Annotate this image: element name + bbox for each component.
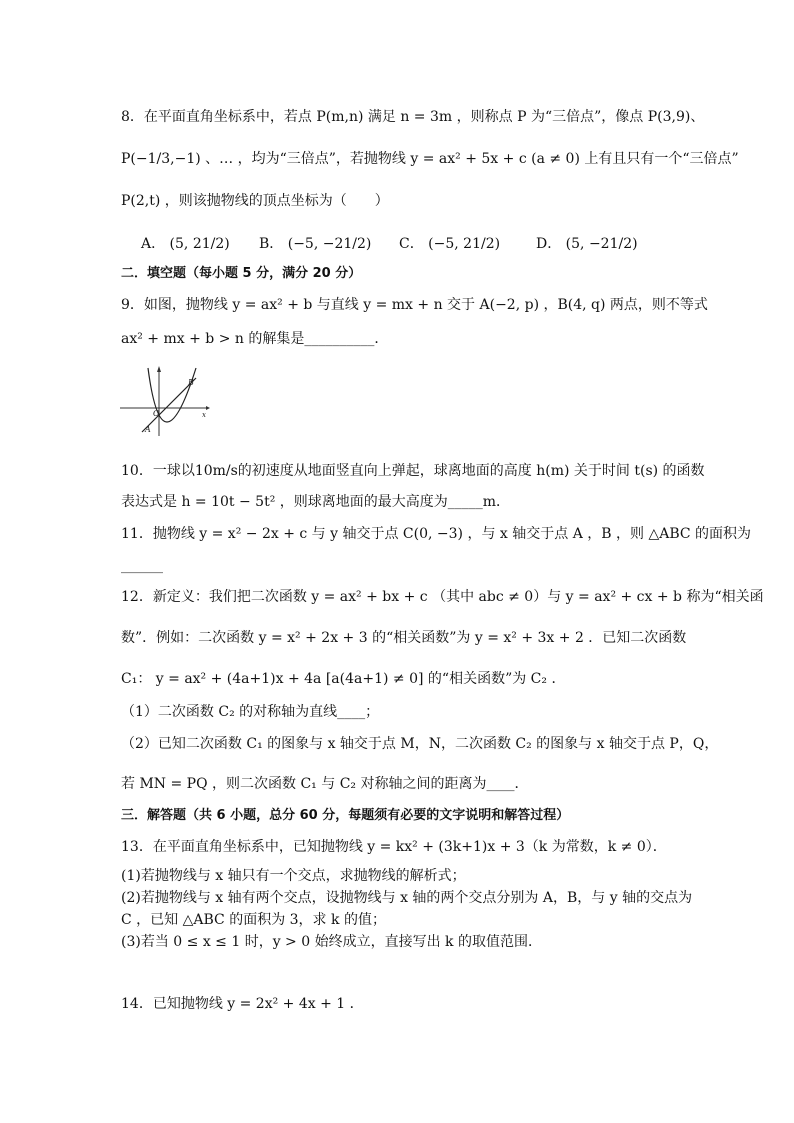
- label-a: A: [145, 425, 151, 434]
- q9-line2: ax² + mx + b > n 的解集是__________．: [121, 331, 389, 347]
- q12-line2: 数”．例如：二次函数 y = x² + 2x + 3 的“相关函数”为 y = x² + 3x + 2 ．已知二次函数: [121, 630, 687, 646]
- q12-line6: 若 MN = PQ ，则二次函数 C₁ 与 C₂ 对称轴之间的距离为____．: [121, 776, 529, 792]
- q11-line2: ______: [121, 558, 163, 574]
- q8-option-a: A． (5, 21/2): [141, 236, 230, 252]
- section-2-heading: 二．填空题（每小题 5 分，满分 20 分）: [121, 266, 362, 281]
- y-axis-arrow: [157, 366, 161, 372]
- q12-line3: C₁： y = ax² + (4a+1)x + 4a [a(4a+1) ≠ 0] 的“相关函数”为 C₂ ．: [121, 671, 566, 687]
- q13-line4: C ，已知 △ABC 的面积为 3，求 k 的值；: [121, 912, 386, 928]
- label-o: O: [153, 409, 160, 418]
- q13-line5: (3)若当 0 ≤ x ≤ 1 时，y > 0 始终成立，直接写出 k 的取值范围．: [121, 934, 542, 950]
- q12-line5: （2）已知二次函数 C₁ 的图象与 x 轴交于点 M，N，二次函数 C₂ 的图象与 x 轴交于点 P，Q，: [121, 736, 719, 752]
- q10-line1: 10．一球以10m/s的初速度从地面竖直向上弹起，球离地面的高度 h(m) 关于时间 t(s) 的函数: [121, 463, 705, 479]
- q13-line2: (1)若抛物线与 x 轴只有一个交点，求抛物线的解析式；: [121, 868, 466, 884]
- section-3-heading: 三．解答题（共 6 小题，总分 60 分，每题须有必要的文字说明和解答过程）: [121, 808, 570, 823]
- q8-line1: 8．在平面直角坐标系中，若点 P(m,n) 满足 n = 3m ，则称点 P 为“三倍点”，像点 P(3,9)、: [121, 109, 705, 125]
- q12-line4: （1）二次函数 C₂ 的对称轴为直线____；: [121, 704, 380, 720]
- q13-line1: 13．在平面直角坐标系中，已知抛物线 y = kx² + (3k+1)x + 3（k 为常数，k ≠ 0）．: [121, 839, 667, 855]
- q8-option-c: C． (−5, 21/2): [399, 236, 501, 252]
- q14-line1: 14．已知抛物线 y = 2x² + 4x + 1 ．: [121, 996, 364, 1012]
- q13-line3: (2)若抛物线与 x 轴有两个交点，设抛物线与 x 轴的两个交点分别为 A，B，与 y 轴的交点为: [121, 890, 693, 906]
- q11-line1: 11．抛物线 y = x² − 2x + c 与 y 轴交于点 C(0, −3) ，与 x 轴交于点 A ，B ，则 △ABC 的面积为: [121, 526, 752, 542]
- label-x: x: [202, 411, 206, 419]
- q8-option-b: B． (−5, −21/2): [259, 236, 372, 252]
- q10-line2: 表达式是 h = 10t − 5t² ，则球离地面的最大高度为_____m．: [121, 494, 511, 510]
- q8-line3: P(2,t) ，则该抛物线的顶点坐标为（ ）: [121, 193, 389, 209]
- x-axis-arrow: [206, 406, 210, 410]
- q8-option-d: D． (5, −21/2): [536, 236, 638, 252]
- label-b: B: [188, 378, 194, 387]
- q9-figure: [118, 366, 210, 438]
- q8-line2: P(−1/3,−1) 、… ，均为“三倍点”，若抛物线 y = ax² + 5x + c (a ≠ 0) 上有且只有一个“三倍点”: [121, 151, 739, 167]
- q9-line1: 9．如图，抛物线 y = ax² + b 与直线 y = mx + n 交于 A(−2, p) ，B(4, q) 两点，则不等式: [121, 297, 708, 313]
- q12-line1: 12．新定义：我们把二次函数 y = ax² + bx + c （其中 abc ≠ 0）与 y = ax² + cx + b 称为“相关函: [121, 589, 764, 605]
